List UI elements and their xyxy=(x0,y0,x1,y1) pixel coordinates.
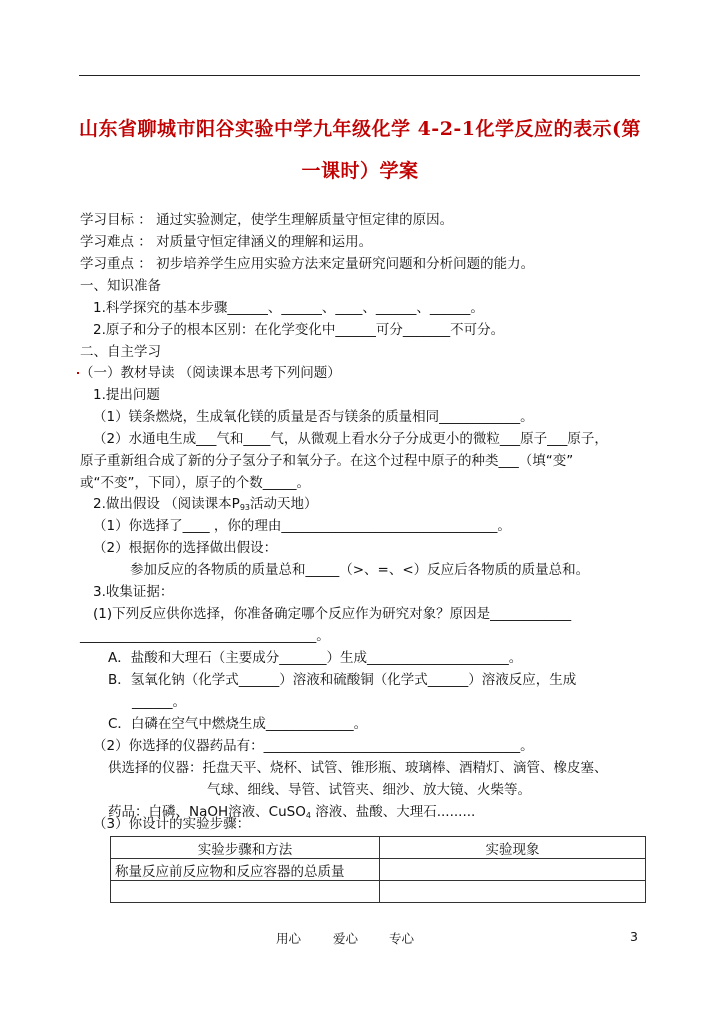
section1-heading: 一、知识准备 xyxy=(80,278,161,294)
learning-difficulty: 学习难点 ： 对质量守恒定律涵义的理解和运用。 xyxy=(80,234,373,250)
question2-a: （1）你选择了____ ，你的理由________________________________。 xyxy=(93,518,511,534)
question2-b: （2）根据你的选择做出假设： xyxy=(93,540,278,556)
table-header-row xyxy=(111,837,646,859)
section2-heading: 二、自主学习 xyxy=(80,344,161,360)
question1-b-line1: （2）水通电生成___气和____气，从微观上看水分子分成更小的微粒___原子___原子， xyxy=(93,431,608,447)
learning-goal: 学习目标 ： 通过实验测定，使学生理解质量守恒定律的原因。 xyxy=(80,212,454,228)
question3-b: （2）你选择的仪器药品有：______________________________________。 xyxy=(93,738,534,754)
subsection-heading: （一）教材导读 （阅读课本思考下列问题） xyxy=(80,365,341,381)
table-cell: 称量反应前反应物和反应容器的总质量 xyxy=(111,859,380,881)
instrument-list-line1: 供选择的仪器：托盘天平、烧杯、试管、锥形瓶、玻璃棒、酒精灯、滴管、橡皮塞、 xyxy=(108,760,608,776)
footer-text: 专心 xyxy=(389,931,415,946)
question2-title-a: 2.做出假设 （阅读课本P xyxy=(93,496,240,512)
option-a: A．盐酸和大理石（主要成分_______）生成_____________________。 xyxy=(108,650,523,666)
table-header-cell: 实验现象 xyxy=(380,837,646,859)
drug-list-b: 溶液、盐酸、大理石......... xyxy=(310,804,476,820)
experiment-table xyxy=(110,836,646,903)
option-b-line1: B．氢氧化钠（化学式______）溶液和硫酸铜（化学式______）溶液反应，生成 xyxy=(108,672,577,688)
question1-b-line2: 原子重新组合成了新的分子氢分子和氧分子。在这个过程中原子的种类___（填“变” xyxy=(80,453,574,469)
question3-a-line1: (1)下列反应供你选择，你准备确定哪个反应作为研究对象？原因是____________ xyxy=(93,606,572,622)
learning-focus: 学习重点 ： 初步培养学生应用实验方法来定量研究问题和分析问题的能力。 xyxy=(80,256,535,272)
question2-c: 参加反应的各物质的质量总和_____（>、=、<）反应后各物质的质量总和。 xyxy=(130,562,590,578)
option-b-line2: ______。 xyxy=(132,694,186,710)
section1-item: 2.原子和分子的根本区别：在化学变化中______可分_______不可分。 xyxy=(93,322,505,338)
table-row xyxy=(111,881,646,903)
page-number: 3 xyxy=(630,929,638,944)
question2-title-b: 活动天地） xyxy=(250,496,318,512)
table-cell xyxy=(111,881,380,903)
question3-c: （3）你设计的实验步骤： xyxy=(93,816,251,832)
table-header-cell: 实验步骤和方法 xyxy=(111,837,380,859)
drug-list-a: 药品：白磷、NaOH溶液、CuSO xyxy=(108,804,306,820)
question2-title xyxy=(93,495,318,517)
formula-subscript: 4 xyxy=(305,811,311,820)
question1-b-line3: 或“不变”，下同），原子的个数_____。 xyxy=(80,475,310,491)
page-title-line2: 一课时）学案 xyxy=(301,160,419,182)
question3-title: 3.收集证据： xyxy=(93,584,174,600)
page-ref-subscript: 93 xyxy=(239,503,250,512)
section1-item: 1.科学探究的基本步骤______、______、____、______、______。 xyxy=(93,300,484,316)
footer-text: 爱心 xyxy=(333,931,359,946)
page-title-line1: 山东省聊城市阳谷实验中学九年级化学 4-2-1化学反应的表示(第 xyxy=(78,118,642,140)
instrument-list-line2: 气球、细线、导管、试管夹、细沙、放大镜、火柴等。 xyxy=(207,782,531,798)
option-c: C．白磷在空气中燃烧生成_____________。 xyxy=(108,716,368,732)
table-cell xyxy=(380,859,646,881)
table-row xyxy=(111,859,646,881)
question1-title: 1.提出问题 xyxy=(93,387,160,403)
table-cell xyxy=(380,881,646,903)
question1-a: （1）镁条燃烧，生成氧化镁的质量是否与镁条的质量相同____________。 xyxy=(93,409,534,425)
margin-mark xyxy=(77,372,79,374)
question3-a-line2: ___________________________________。 xyxy=(80,628,330,644)
footer-text: 用心 xyxy=(276,931,302,946)
header-rule xyxy=(79,75,640,76)
